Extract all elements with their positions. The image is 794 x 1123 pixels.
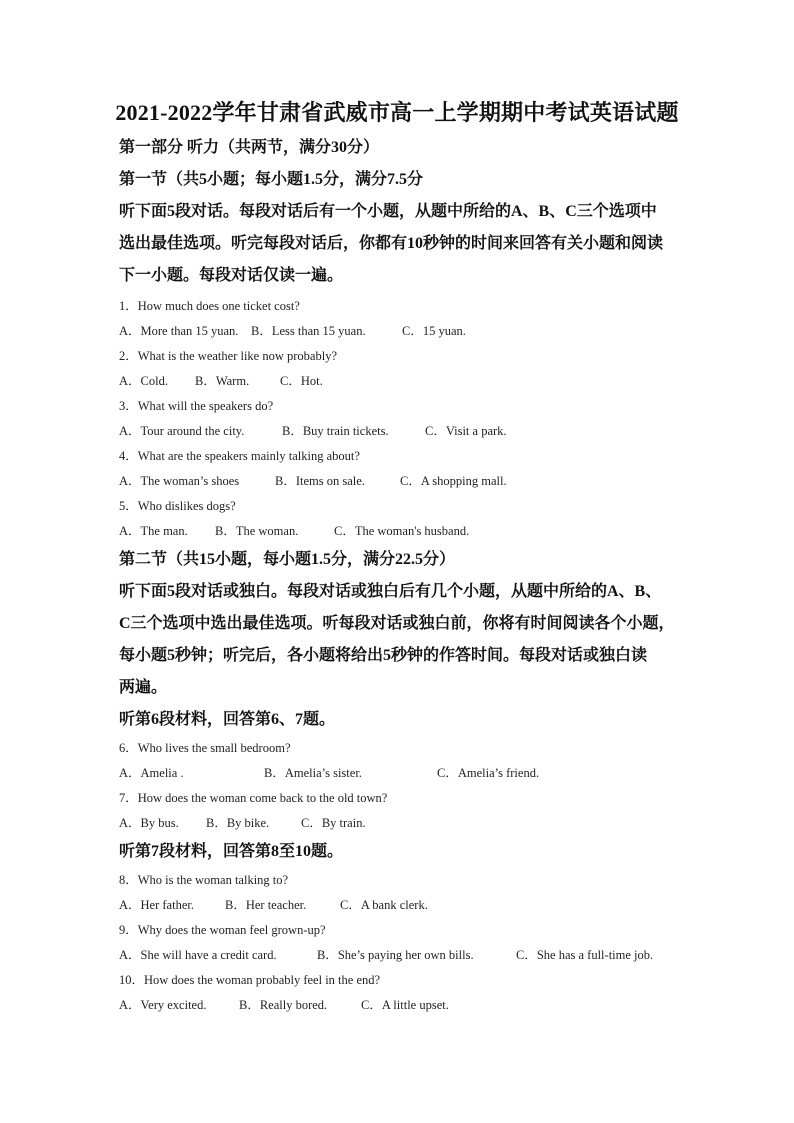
option-a: A．More than 15 yuan. bbox=[119, 324, 239, 338]
question-7-options bbox=[119, 811, 679, 836]
question-8-options bbox=[119, 893, 679, 918]
option-c: C．By train. bbox=[301, 816, 366, 830]
question-6-options bbox=[119, 761, 679, 786]
option-b: B．Less than 15 yuan. bbox=[251, 324, 366, 338]
question-1-options bbox=[119, 319, 679, 344]
option-a: A．Very excited. bbox=[119, 998, 207, 1012]
option-b: B．By bike. bbox=[206, 816, 270, 830]
instruction-line: 下一小题。每段对话仅读一遍。 bbox=[119, 267, 344, 284]
section2-instructions bbox=[119, 576, 679, 704]
material6-question-list bbox=[119, 736, 679, 836]
part1-heading: 第一部分 听力（共两节，满分30分） bbox=[119, 139, 380, 156]
material7-question-list bbox=[119, 868, 679, 1018]
option-b: B．Really bored. bbox=[239, 998, 328, 1012]
option-c: C．She has a full-time job. bbox=[516, 948, 654, 962]
question-10-options bbox=[119, 993, 679, 1018]
option-b: B．The woman. bbox=[215, 524, 299, 538]
material7-heading: 听第7段材料，回答第8至10题。 bbox=[119, 843, 344, 860]
option-c: C．A shopping mall. bbox=[400, 474, 507, 488]
question-8: 8．Who is the woman talking to? bbox=[119, 873, 289, 887]
option-a: A．She will have a credit card. bbox=[119, 948, 277, 962]
section2-heading: 第二节（共15小题，每小题1.5分，满分22.5分） bbox=[119, 551, 456, 568]
exam-content bbox=[119, 132, 679, 1018]
question-5-options bbox=[119, 519, 679, 544]
option-c: C．Amelia’s friend. bbox=[437, 766, 540, 780]
option-a: A．Cold. bbox=[119, 374, 168, 388]
option-b: B．Warm. bbox=[195, 374, 250, 388]
section1-instructions bbox=[119, 196, 679, 292]
option-a: A．Her father. bbox=[119, 898, 194, 912]
option-a: A．By bus. bbox=[119, 816, 179, 830]
question-3: 3．What will the speakers do? bbox=[119, 399, 274, 413]
option-c: C．A bank clerk. bbox=[340, 898, 428, 912]
option-c: C．15 yuan. bbox=[402, 324, 466, 338]
option-a: A．The man. bbox=[119, 524, 188, 538]
instruction-line: 两遍。 bbox=[119, 679, 168, 696]
option-b: B．Amelia’s sister. bbox=[264, 766, 362, 780]
option-b: B．Buy train tickets. bbox=[282, 424, 389, 438]
option-a: A．Tour around the city. bbox=[119, 424, 245, 438]
question-2-options bbox=[119, 369, 679, 394]
question-3-options bbox=[119, 419, 679, 444]
exam-title: 2021-2022学年甘肃省武威市高一上学期期中考试英语试题 bbox=[115, 100, 679, 125]
section1-question-list bbox=[119, 294, 679, 544]
option-a: A．Amelia . bbox=[119, 766, 184, 780]
question-10: 10．How does the woman probably feel in the end? bbox=[119, 973, 381, 987]
section1-heading: 第一节（共5小题；每小题1.5分，满分7.5分 bbox=[119, 171, 424, 188]
question-5: 5．Who dislikes dogs? bbox=[119, 499, 236, 513]
instruction-line: 听下面5段对话。每段对话后有一个小题，从题中所给的A、B、C三个选项中 bbox=[119, 203, 657, 220]
instruction-line: 听下面5段对话或独白。每段对话或独白后有几个小题，从题中所给的A、B、 bbox=[119, 583, 662, 600]
material6-heading: 听第6段材料，回答第6、7题。 bbox=[119, 711, 336, 728]
question-9-options bbox=[119, 943, 679, 968]
question-4: 4．What are the speakers mainly talking about? bbox=[119, 449, 360, 463]
question-6: 6．Who lives the small bedroom? bbox=[119, 741, 291, 755]
option-c: C．A little upset. bbox=[361, 998, 449, 1012]
option-b: B．Her teacher. bbox=[225, 898, 307, 912]
instruction-line: 每小题5秒钟；听完后，各小题将给出5秒钟的作答时间。每段对话或独白读 bbox=[119, 647, 648, 664]
question-7: 7．How does the woman come back to the old town? bbox=[119, 791, 388, 805]
instruction-line: C三个选项中选出最佳选项。听每段对话或独白前，你将有时间阅读各个小题， bbox=[119, 615, 675, 632]
option-a: A．The woman’s shoes bbox=[119, 474, 240, 488]
question-1: 1．How much does one ticket cost? bbox=[119, 299, 300, 313]
option-b: B．She’s paying her own bills. bbox=[317, 948, 474, 962]
question-9: 9．Why does the woman feel grown-up? bbox=[119, 923, 326, 937]
question-4-options bbox=[119, 469, 679, 494]
question-2: 2．What is the weather like now probably? bbox=[119, 349, 337, 363]
option-c: C．Visit a park. bbox=[425, 424, 507, 438]
instruction-line: 选出最佳选项。听完每段对话后，你都有10秒钟的时间来回答有关小题和阅读 bbox=[119, 235, 664, 252]
option-c: C．The woman's husband. bbox=[334, 524, 470, 538]
option-b: B．Items on sale. bbox=[275, 474, 365, 488]
option-c: C．Hot. bbox=[280, 374, 323, 388]
